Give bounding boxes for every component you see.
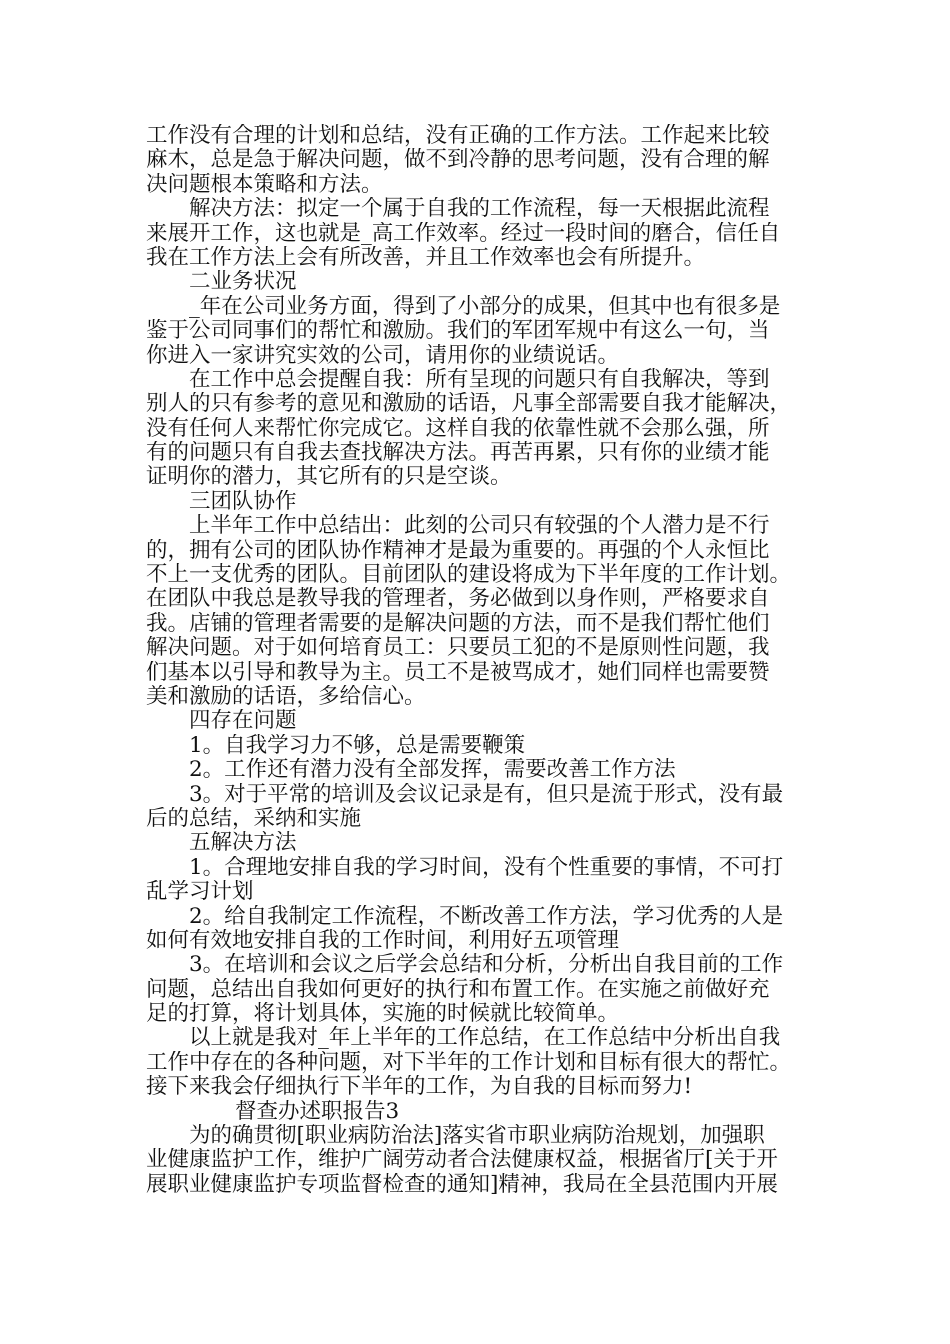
text-line: 以上就是我对_年上半年的工作总结，在工作总结中分析出自我 [189,1026,781,1051]
section-heading: 三团队协作 [189,489,297,514]
text-line: 你进入一家讲究实效的公司，请用你的业绩说话。 [146,343,620,368]
section-heading: 二业务状况 [189,270,297,295]
text-line: 如何有效地安排自我的工作时间，利用好五项管理 [146,928,620,953]
text-line: 为的确贯彻[职业病防治法]落实省市职业病防治规划，加强职 [189,1124,765,1149]
text-line: 美和激励的话语，多给信心。 [146,684,426,709]
list-item: 1。合理地安排自我的学习时间，没有个性重要的事情，不可打 [189,855,784,880]
text-line: 鉴于公司同事们的帮忙和激励。我们的军团军规中有这么一句，当 [146,319,770,344]
list-item: 2。工作还有潜力没有全部发挥，需要改善工作方法 [189,758,676,783]
text-line: 我。店铺的管理者需要的是解决问题的方法，而不是我们帮忙他们 [146,611,770,636]
document-body [146,124,810,1197]
list-item: 1。自我学习力不够，总是需要鞭策 [189,733,526,758]
text-line: 接下来我会仔细执行下半年的工作，为自我的目标而努力! [146,1075,693,1100]
text-line: 展职业健康监护专项监督检查的通知]精神，我局在全县范围内开展 [146,1172,778,1197]
text-line: 来展开工作，这也就是_高工作效率。经过一段时间的磨合，信任自 [146,221,781,246]
text-line: 别人的只有参考的意见和激励的话语，凡事全部需要自我才能解决， [146,392,792,417]
list-item: 2。给自我制定工作流程，不断改善工作方法，学习优秀的人是 [189,904,784,929]
text-line: 们基本以引导和教导为主。员工不是被骂成才，她们同样也需要赞 [146,660,770,685]
text-line: 没有任何人来帮忙你完成它。这样自我的依靠性就不会那么强，所 [146,416,770,441]
section-heading: 五解决方法 [189,831,297,856]
text-line: 足的打算，将计划具体，实施的时候就比较简单。 [146,1002,620,1027]
text-line: _年在公司业务方面，得到了小部分的成果，但其中也有很多是 [189,294,781,319]
text-line: 在团队中我总是教导我的管理者，务必做到以身作则，严格要求自 [146,587,770,612]
text-line: 工作没有合理的计划和总结，没有正确的工作方法。工作起来比较 [146,124,770,148]
text-line: 麻木，总是急于解决问题，做不到冷静的思考问题，没有合理的解 [146,148,770,173]
text-line: 后的总结，采纳和实施 [146,806,362,831]
text-line: 问题，总结出自我如何更好的执行和布置工作。在实施之前做好充 [146,977,770,1002]
text-line: 业健康监护工作，维护广阔劳动者合法健康权益，根据省厅[关于开 [146,1148,778,1173]
list-item: 3。在培训和会议之后学会总结和分析，分析出自我目前的工作 [189,953,784,978]
text-line: 不上一支优秀的团队。目前团队的建设将成为下半年度的工作计划。 [146,563,792,588]
text-line: 决问题根本策略和方法。 [146,172,383,197]
text-line: 乱学习计划 [146,880,254,905]
text-line: 解决方法：拟定一个属于自我的工作流程，每一天根据此流程 [189,197,770,222]
text-line: 有的问题只有自我去查找解决方法。再苦再累，只有你的业绩才能 [146,441,770,466]
text-line: 证明你的潜力，其它所有的只是空谈。 [146,465,512,490]
text-line: 上半年工作中总结出：此刻的公司只有较强的个人潜力是不行 [189,514,770,539]
document-title: 督查办述职报告3 [235,1099,400,1124]
section-heading: 四存在问题 [189,709,297,734]
text-line: 的，拥有公司的团队协作精神才是最为重要的。再强的个人永恒比 [146,538,770,563]
text-line: 工作中存在的各种问题，对下半年的工作计划和目标有很大的帮忙。 [146,1050,792,1075]
text-line: 我在工作方法上会有所改善，并且工作效率也会有所提升。 [146,245,706,270]
list-item: 3。对于平常的培训及会议记录是有，但只是流于形式，没有最 [189,782,784,807]
text-line: 解决问题。对于如何培育员工：只要员工犯的不是原则性问题，我 [146,636,770,661]
text-line: 在工作中总会提醒自我：所有呈现的问题只有自我解决，等到 [189,367,770,392]
